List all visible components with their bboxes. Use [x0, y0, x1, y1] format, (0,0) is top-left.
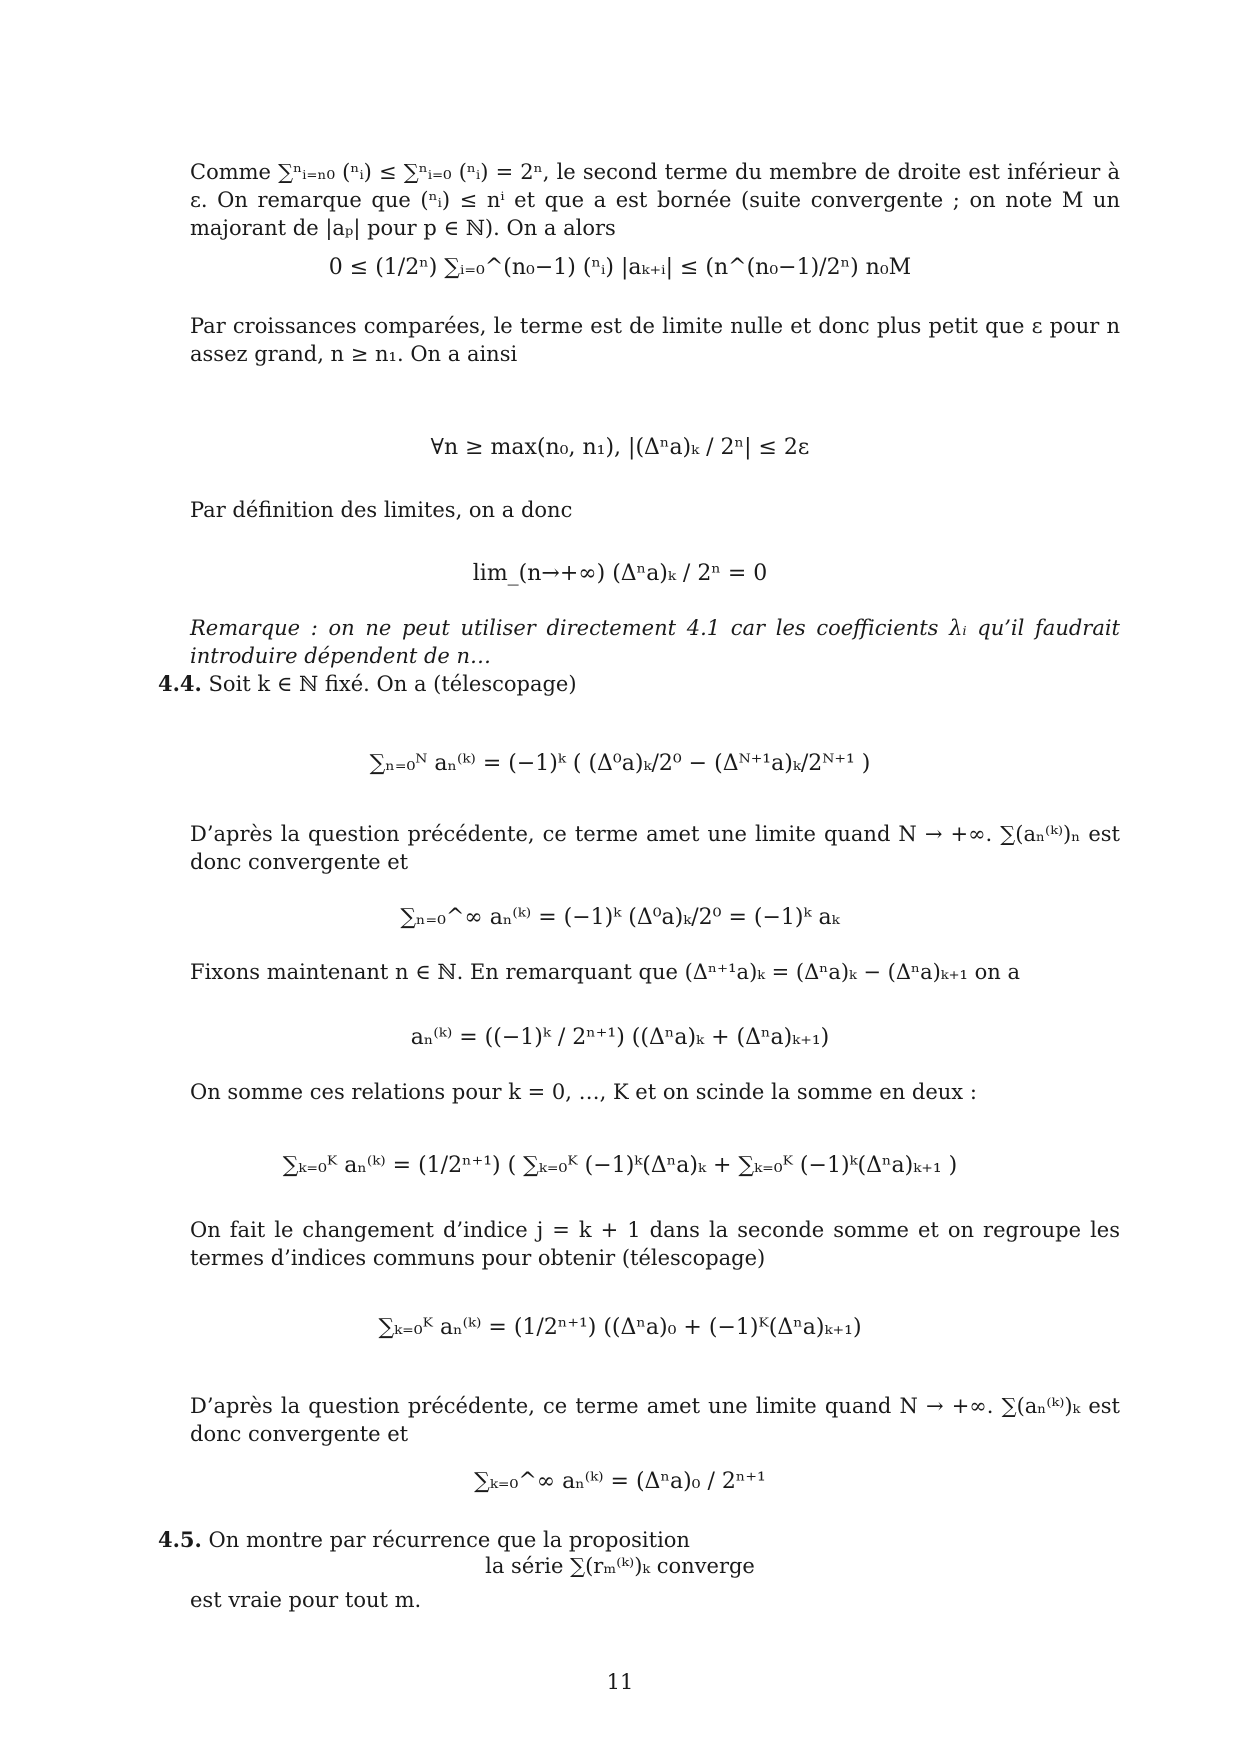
question-4-4-text: Soit k ∈ ℕ fixé. On a (télescopage) — [208, 672, 577, 696]
equation-7: ∑ₖ₌₀ᴷ aₙ⁽ᵏ⁾ = (1/2ⁿ⁺¹) ( ∑ₖ₌₀ᴷ (−1)ᵏ(Δⁿa)ₖ + ∑ₖ₌₀ᴷ (−1)ᵏ(Δⁿa)ₖ₊₁ ) — [282, 1153, 958, 1178]
paragraph-9: D’après la question précédente, ce terme amet une limite quand N → +∞. ∑(aₙ⁽ᵏ⁾)ₖ est donc convergente et — [190, 1394, 1120, 1446]
paragraph-5: D’après la question précédente, ce terme amet une limite quand N → +∞. ∑(aₙ⁽ᵏ⁾)ₙ est donc convergente et — [190, 822, 1120, 874]
equation-1: 0 ≤ (1/2ⁿ) ∑ᵢ₌₀^(n₀−1) (ⁿᵢ) |aₖ₊ᵢ| ≤ (n^(n₀−1)/2ⁿ) n₀M — [328, 255, 912, 280]
paragraph-6: Fixons maintenant n ∈ ℕ. En remarquant que (Δⁿ⁺¹a)ₖ = (Δⁿa)ₖ − (Δⁿa)ₖ₊₁ on a — [190, 960, 1020, 984]
paragraph-7: On somme ces relations pour k = 0, …, K et on scinde la somme en deux : — [190, 1080, 977, 1104]
page-number: 11 — [606, 1670, 634, 1694]
question-4-5-text: On montre par récurrence que la proposition — [208, 1528, 690, 1552]
equation-8: ∑ₖ₌₀ᴷ aₙ⁽ᵏ⁾ = (1/2ⁿ⁺¹) ((Δⁿa)₀ + (−1)ᴷ(Δⁿa)ₖ₊₁) — [378, 1315, 862, 1340]
proposition-statement: la série ∑(rₘ⁽ᵏ⁾)ₖ converge — [485, 1554, 755, 1578]
equation-6: aₙ⁽ᵏ⁾ = ((−1)ᵏ / 2ⁿ⁺¹) ((Δⁿa)ₖ + (Δⁿa)ₖ₊₁) — [410, 1025, 830, 1050]
paragraph-8: On fait le changement d’indice j = k + 1 dans la seconde somme et on regroupe les termes d’indices communs pour obtenir (télescopage) — [190, 1218, 1120, 1270]
paragraph-1: Comme ∑ⁿᵢ₌ₙ₀ (ⁿᵢ) ≤ ∑ⁿᵢ₌₀ (ⁿᵢ) = 2ⁿ, le second terme du membre de droite est inférieur à ε. On remarque que (ⁿᵢ) ≤ nⁱ et que a est bornée (suite convergente ; on note M un majorant de |aₚ| pour p ∈ ℕ). On a alors — [190, 160, 1120, 240]
equation-3: lim_(n→+∞) (Δⁿa)ₖ / 2ⁿ = 0 — [472, 561, 768, 586]
equation-9: ∑ₖ₌₀^∞ aₙ⁽ᵏ⁾ = (Δⁿa)₀ / 2ⁿ⁺¹ — [474, 1469, 766, 1494]
question-4-4-label: 4.4. — [158, 671, 202, 696]
paragraph-2: Par croissances comparées, le terme est de limite nulle et donc plus petit que ε pour n assez grand, n ≥ n₁. On a ainsi — [190, 314, 1120, 366]
equation-5: ∑ₙ₌₀^∞ aₙ⁽ᵏ⁾ = (−1)ᵏ (Δ⁰a)ₖ/2⁰ = (−1)ᵏ aₖ — [400, 905, 840, 930]
remark: Remarque : on ne peut utiliser directement 4.1 car les coefficients λᵢ qu’il faudrait introduire dépendent de n… — [190, 616, 1120, 668]
question-4-5-end: est vraie pour tout m. — [190, 1588, 422, 1612]
paragraph-3: Par définition des limites, on a donc — [190, 498, 573, 522]
equation-4: ∑ₙ₌₀ᴺ aₙ⁽ᵏ⁾ = (−1)ᵏ ( (Δ⁰a)ₖ/2⁰ − (Δᴺ⁺¹a)ₖ/2ᴺ⁺¹ ) — [369, 751, 871, 776]
equation-2: ∀n ≥ max(n₀, n₁), |(Δⁿa)ₖ / 2ⁿ| ≤ 2ε — [430, 435, 810, 460]
question-4-4 — [158, 670, 1118, 698]
question-4-5 — [158, 1526, 1118, 1554]
question-4-5-label: 4.5. — [158, 1527, 202, 1552]
